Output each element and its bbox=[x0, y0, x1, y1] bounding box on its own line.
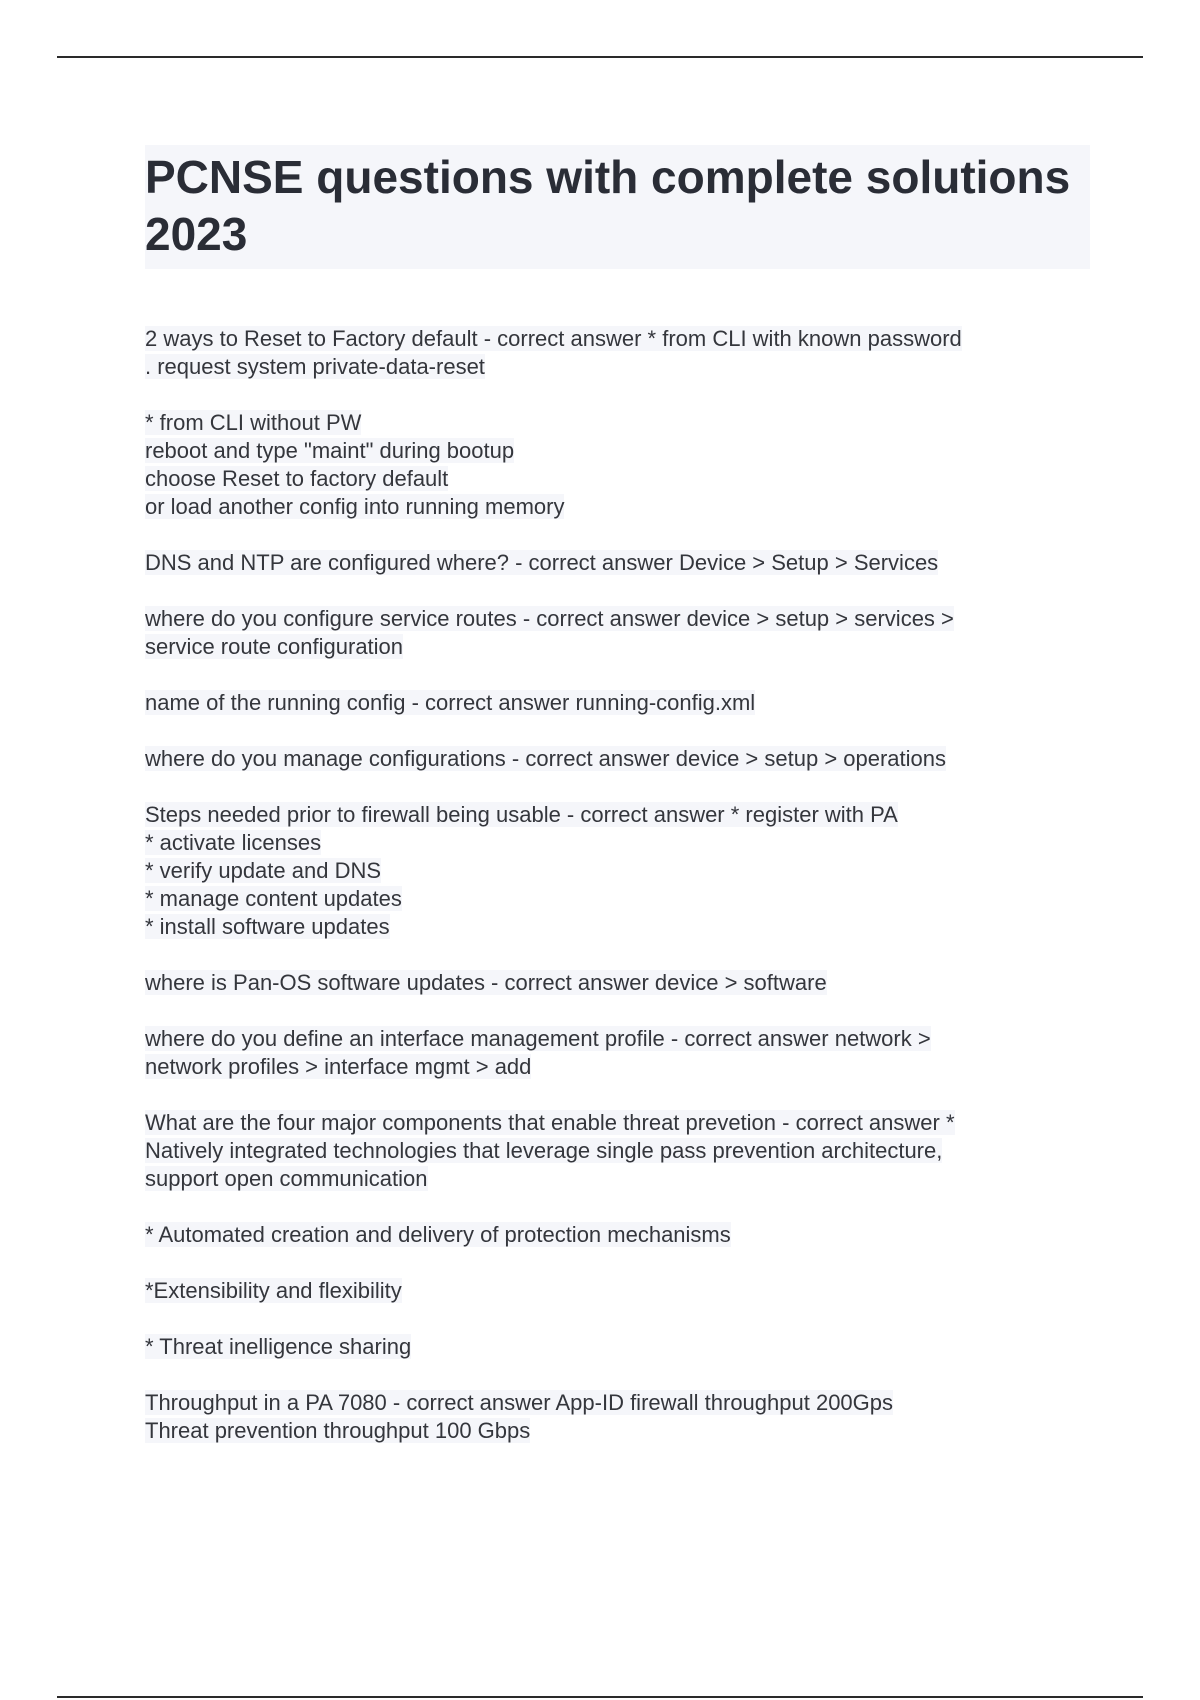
text-line bbox=[145, 829, 1090, 857]
text-line bbox=[145, 885, 1090, 913]
text-line bbox=[145, 913, 1090, 941]
text-line-content: 2 ways to Reset to Factory default - correct answer * from CLI with known password bbox=[145, 326, 962, 351]
page-title: PCNSE questions with complete solutions 2023 bbox=[145, 151, 1071, 260]
text-line-content: where is Pan-OS software updates - correct answer device > software bbox=[145, 970, 827, 995]
text-line-content: *Extensibility and flexibility bbox=[145, 1278, 402, 1303]
text-line-content: * Automated creation and delivery of protection mechanisms bbox=[145, 1222, 731, 1247]
text-line bbox=[145, 689, 1090, 717]
text-line-content: network profiles > interface mgmt > add bbox=[145, 1054, 532, 1079]
qa-block bbox=[145, 549, 1090, 577]
text-line-content: * manage content updates bbox=[145, 886, 402, 911]
text-line bbox=[145, 549, 1090, 577]
bottom-rule bbox=[57, 1696, 1143, 1698]
qa-block bbox=[145, 689, 1090, 717]
text-line-content: or load another config into running memory bbox=[145, 494, 565, 519]
qa-block bbox=[145, 969, 1090, 997]
text-line bbox=[145, 857, 1090, 885]
text-line bbox=[145, 1333, 1090, 1361]
text-line bbox=[145, 325, 1090, 353]
qa-block bbox=[145, 1389, 1090, 1445]
text-line-content: Throughput in a PA 7080 - correct answer App-ID firewall throughput 200Gps bbox=[145, 1390, 894, 1415]
text-line-content: * Threat inelligence sharing bbox=[145, 1334, 412, 1359]
text-line bbox=[145, 1053, 1090, 1081]
text-line bbox=[145, 1389, 1090, 1417]
text-line bbox=[145, 1165, 1090, 1193]
text-line bbox=[145, 1109, 1090, 1137]
text-line bbox=[145, 1137, 1090, 1165]
qa-list bbox=[145, 325, 1090, 1445]
text-line-content: service route configuration bbox=[145, 634, 404, 659]
text-line-content: Threat prevention throughput 100 Gbps bbox=[145, 1418, 531, 1443]
text-line bbox=[145, 605, 1090, 633]
text-line bbox=[145, 969, 1090, 997]
text-line bbox=[145, 465, 1090, 493]
text-line-content: Steps needed prior to firewall being usable - correct answer * register with PA bbox=[145, 802, 898, 827]
qa-block bbox=[145, 1221, 1090, 1249]
text-line bbox=[145, 437, 1090, 465]
text-line-content: . request system private-data-reset bbox=[145, 354, 485, 379]
text-line-content: name of the running config - correct answer running-config.xml bbox=[145, 690, 756, 715]
qa-block bbox=[145, 325, 1090, 381]
text-line bbox=[145, 633, 1090, 661]
text-line-content: * from CLI without PW bbox=[145, 410, 362, 435]
text-line bbox=[145, 801, 1090, 829]
text-line-content: DNS and NTP are configured where? - correct answer Device > Setup > Services bbox=[145, 550, 939, 575]
text-line bbox=[145, 745, 1090, 773]
text-line bbox=[145, 1417, 1090, 1445]
qa-block bbox=[145, 1277, 1090, 1305]
text-line bbox=[145, 353, 1090, 381]
qa-block bbox=[145, 605, 1090, 661]
qa-block bbox=[145, 1333, 1090, 1361]
text-line-content: support open communication bbox=[145, 1166, 428, 1191]
text-line bbox=[145, 1221, 1090, 1249]
qa-block bbox=[145, 1025, 1090, 1081]
text-line-content: * verify update and DNS bbox=[145, 858, 382, 883]
top-rule bbox=[57, 56, 1143, 58]
text-line bbox=[145, 1025, 1090, 1053]
qa-block bbox=[145, 801, 1090, 941]
qa-block bbox=[145, 1109, 1090, 1193]
text-line-content: where do you configure service routes - correct answer device > setup > services > bbox=[145, 606, 954, 631]
title-box bbox=[145, 145, 1090, 269]
text-line bbox=[145, 409, 1090, 437]
text-line-content: Natively integrated technologies that leverage single pass prevention architecture, bbox=[145, 1138, 943, 1163]
text-line-content: where do you manage configurations - correct answer device > setup > operations bbox=[145, 746, 947, 771]
qa-block bbox=[145, 409, 1090, 521]
text-line-content: * activate licenses bbox=[145, 830, 322, 855]
text-line-content: * install software updates bbox=[145, 914, 390, 939]
text-line-content: where do you define an interface management profile - correct answer network > bbox=[145, 1026, 931, 1051]
document-body bbox=[145, 145, 1090, 1473]
text-line bbox=[145, 1277, 1090, 1305]
text-line-content: reboot and type "maint" during bootup bbox=[145, 438, 515, 463]
text-line-content: What are the four major components that enable threat prevetion - correct answer * bbox=[145, 1110, 955, 1135]
text-line-content: choose Reset to factory default bbox=[145, 466, 449, 491]
qa-block bbox=[145, 745, 1090, 773]
text-line bbox=[145, 493, 1090, 521]
